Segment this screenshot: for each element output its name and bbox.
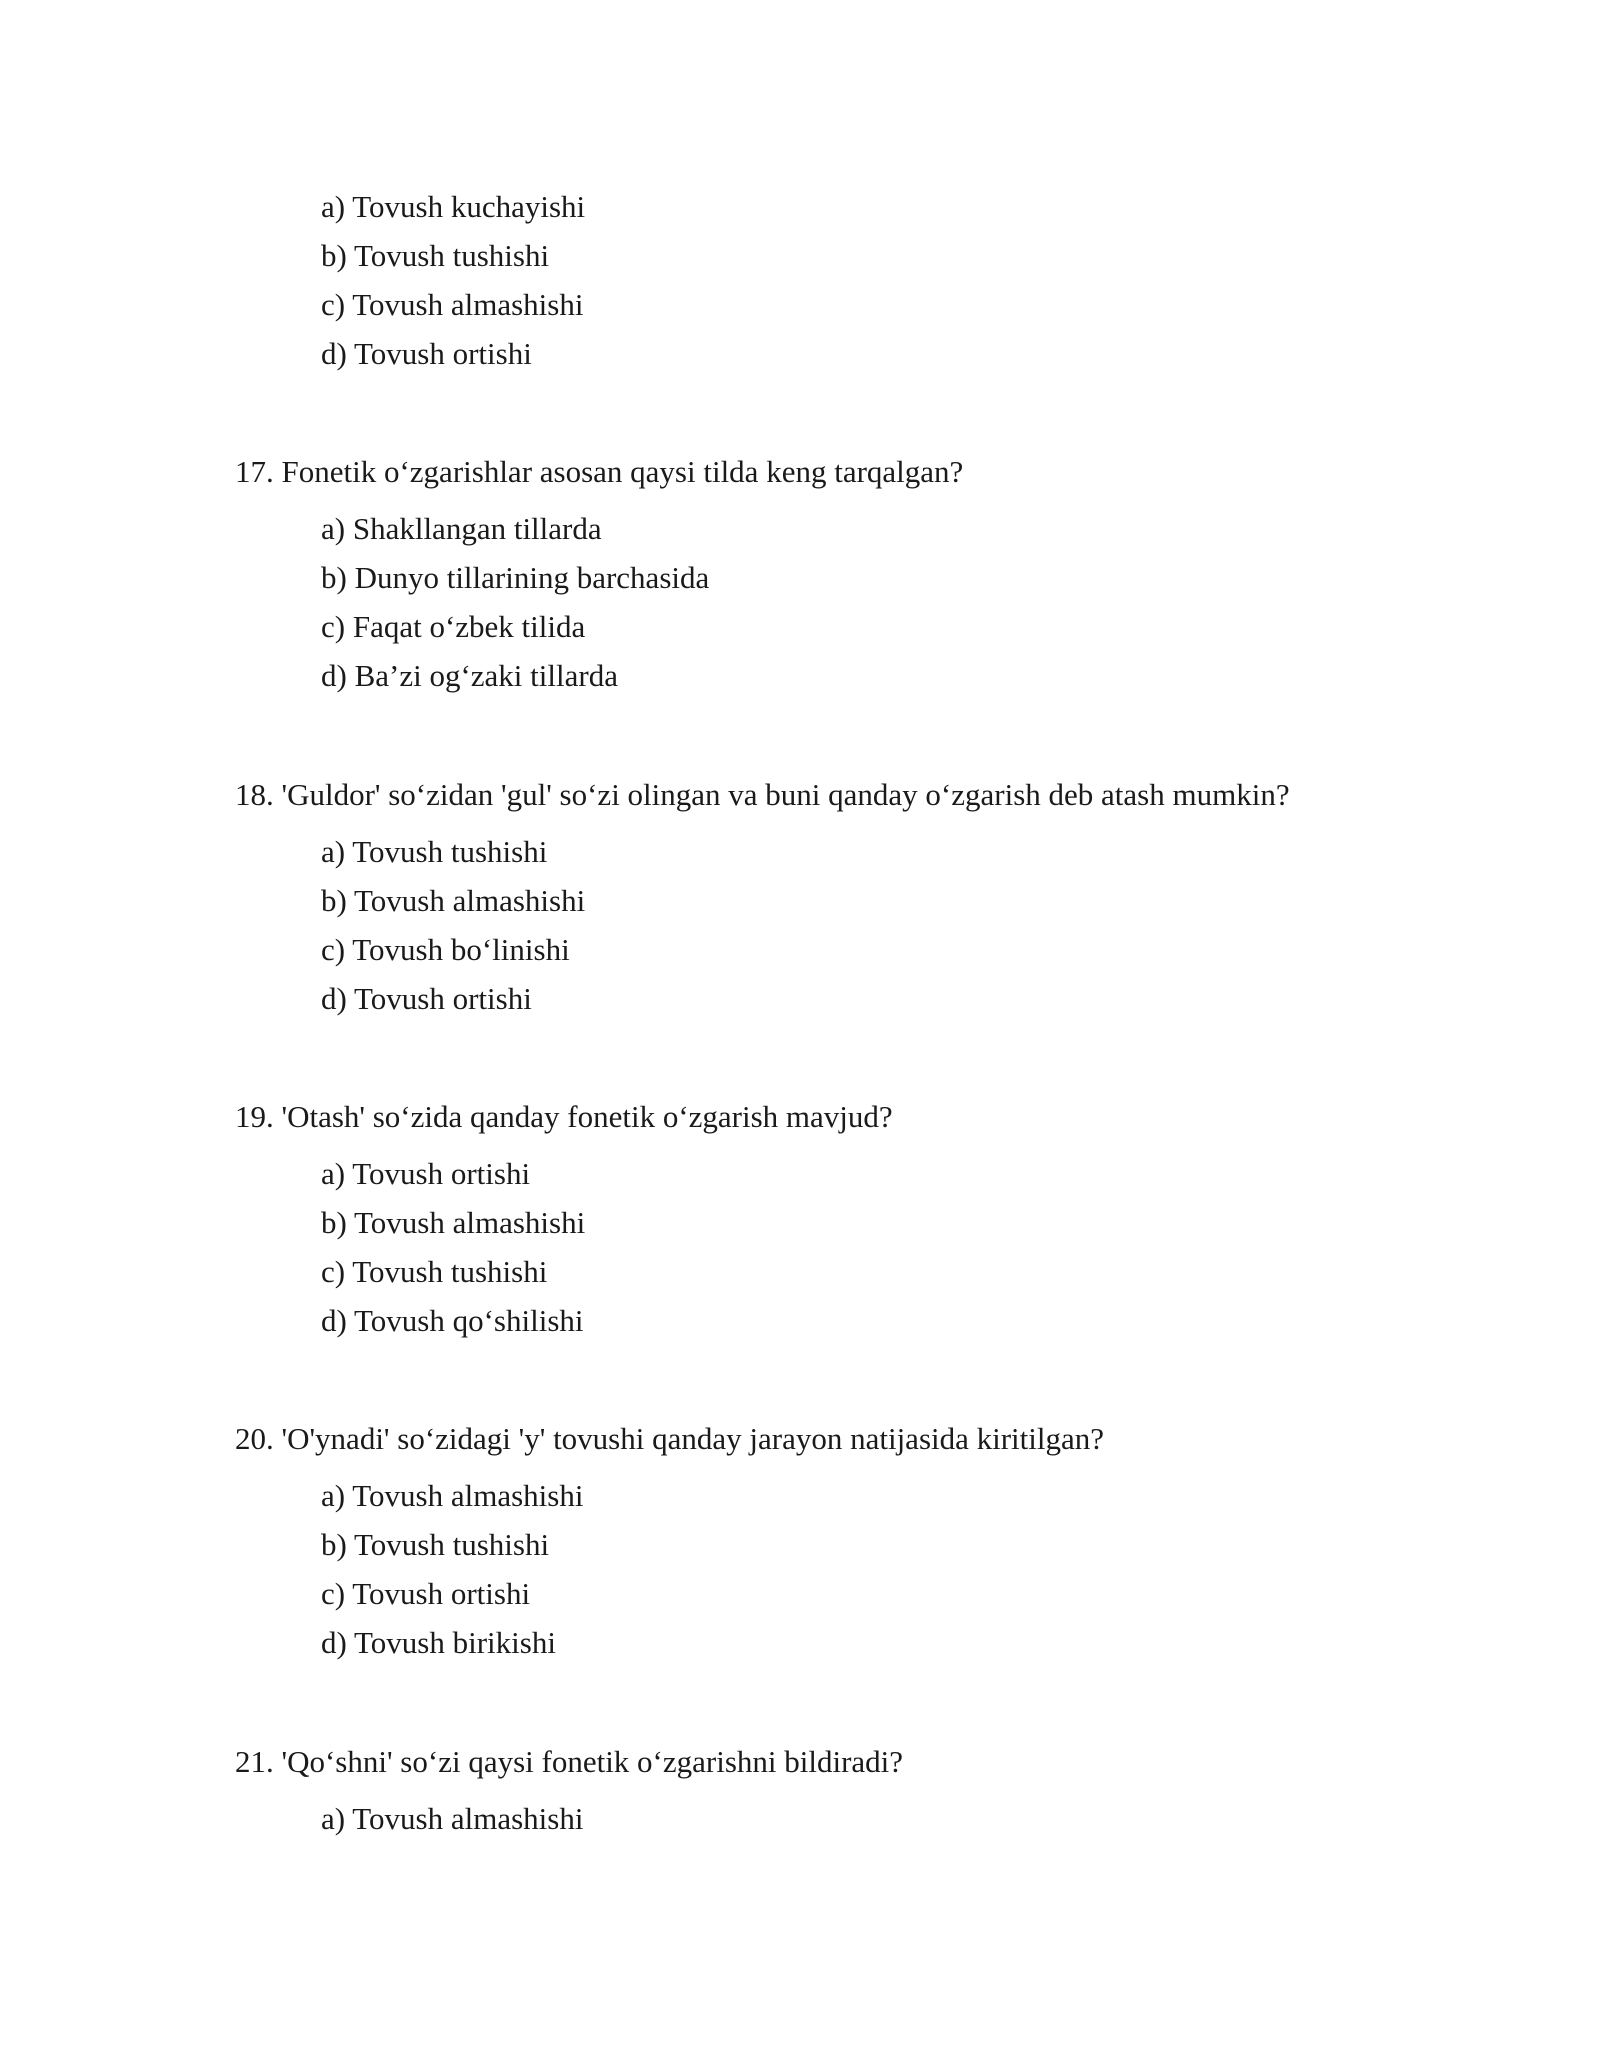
option-line: b) Dunyo tillarining barchasida <box>321 560 710 595</box>
option-line: d) Tovush birikishi <box>321 1625 556 1660</box>
option-line: a) Tovush almashishi <box>321 1801 584 1836</box>
option-line: d) Tovush ortishi <box>321 336 532 371</box>
option-line: a) Shakllangan tillarda <box>321 511 602 546</box>
option-line: a) Tovush kuchayishi <box>321 189 586 224</box>
question-text: 17. Fonetik o‘zgarishlar asosan qaysi tilda keng tarqalgan? <box>235 454 964 489</box>
option-line: a) Tovush tushishi <box>321 834 548 869</box>
option-line: b) Tovush tushishi <box>321 1527 550 1562</box>
option-line: a) Tovush almashishi <box>321 1478 584 1513</box>
option-line: c) Tovush ortishi <box>321 1576 531 1611</box>
option-line: c) Faqat o‘zbek tilida <box>321 609 586 644</box>
question-text: 21. 'Qo‘shni' so‘zi qaysi fonetik o‘zgarishni bildiradi? <box>235 1744 904 1779</box>
option-line: d) Tovush ortishi <box>321 981 532 1016</box>
question-text: 20. 'O'ynadi' so‘zidagi 'y' tovushi qanday jarayon natijasida kiritilgan? <box>235 1421 1105 1456</box>
option-line: c) Tovush bo‘linishi <box>321 932 570 967</box>
option-line: d) Tovush qo‘shilishi <box>321 1303 584 1338</box>
option-line: c) Tovush almashishi <box>321 287 584 322</box>
question-text: 19. 'Otash' so‘zida qanday fonetik o‘zgarish mavjud? <box>235 1099 893 1134</box>
option-line: b) Tovush tushishi <box>321 238 550 273</box>
option-line: c) Tovush tushishi <box>321 1254 548 1289</box>
option-line: b) Tovush almashishi <box>321 1205 586 1240</box>
option-line: a) Tovush ortishi <box>321 1156 531 1191</box>
question-text: 18. 'Guldor' so‘zidan 'gul' so‘zi olingan va buni qanday o‘zgarish deb atash mumkin? <box>235 777 1290 812</box>
option-line: d) Ba’zi og‘zaki tillarda <box>321 658 618 693</box>
option-line: b) Tovush almashishi <box>321 883 586 918</box>
